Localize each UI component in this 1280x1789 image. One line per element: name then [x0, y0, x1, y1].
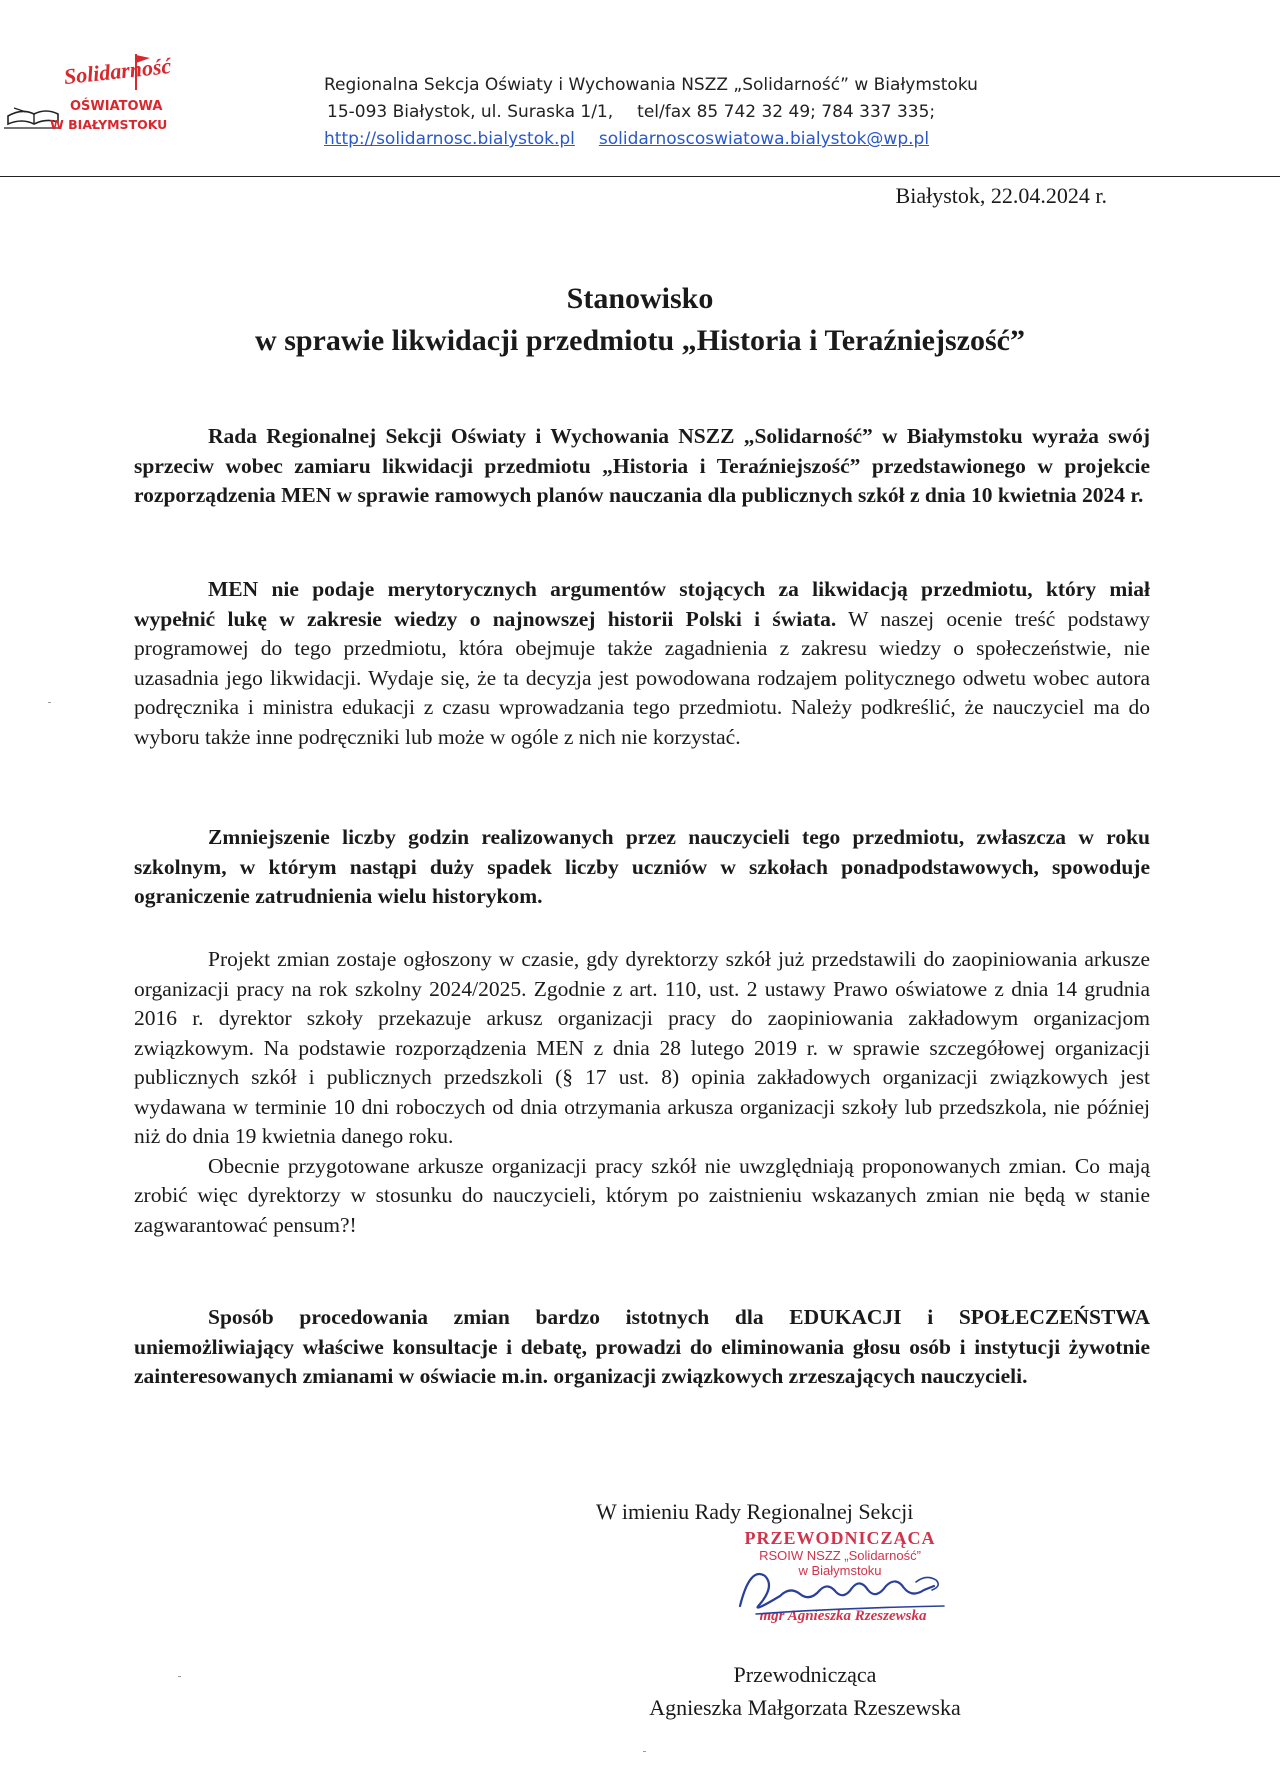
email-link[interactable]: solidarnoscoswiatowa.bialystok@wp.pl: [598, 129, 930, 149]
place-date: Białystok, 22.04.2024 r.: [895, 183, 1107, 208]
title-line1: Stanowisko: [566, 282, 714, 315]
header-divider: [0, 176, 1280, 177]
signatory-name: Agnieszka Małgorzata Rzeszewska: [649, 1695, 961, 1720]
logo-brand: Solidarność: [62, 53, 173, 90]
links-line: [324, 126, 1084, 153]
book-flag-logo-icon: [4, 50, 174, 140]
paragraph-4b: Obecnie przygotowane arkusze organizacji pracy szkół nie uwzględniają proponowanych zmian. Co mają zrobić więc dyrektorzy w stosunku do nauczycieli, którym po zaistnieniu wskazanych zmian nie będą w stanie zagwarantować pensum?!: [134, 1153, 1150, 1237]
paragraph-1: Rada Regionalnej Sekcji Oświaty i Wychowania NSZZ „Solidarność” w Białymstoku wyraża swój sprzeciw wobec zamiaru likwidacji przedmiotu „Historia i Teraźniejszość” przedstawionego w projekcie rozporządzenia MEN w sprawie ramowych planów nauczania dla publicznych szkół z dnia 10 kwietnia 2024 r.: [134, 424, 1150, 507]
paragraph-2-rest: W naszej ocenie treść podstawy programowej do tego przedmiotu, która obejmuje także zagadnienia z zakresu wiedzy o społeczeństwie, nie uzasadnia jego likwidacji. Wydaje się, że ta decyzja jest powodowana rodzajem politycznego odwetu wobec autora podręcznika i ministra edukacji z czasu wprowadzania tego przedmiotu. Należy podkreślić, że nauczyciel ma do wyboru także inne podręczniki lub może w ogóle z nich nie korzystać.: [134, 606, 1150, 749]
paragraph-2: [134, 575, 1150, 752]
on-behalf: W imieniu Rady Regionalnej Sekcji: [596, 1499, 914, 1524]
paragraph-4a: Projekt zmian zostaje ogłoszony w czasie, gdy dyrektorzy szkół już przedstawili do zaopiniowania arkusze organizacji pracy na rok szkolny 2024/2025. Zgodnie z art. 110, ust. 2 ustawy Prawo oświatowe z dnia 14 grudnia 2016 r. dyrektor szkoły przekazuje arkusz organizacji pracy do zaopiniowania zakładowym organizacjom związkowym. Na podstawie rozporządzenia MEN z dnia 28 lutego 2019 r. w sprawie szczegółowej organizacji publicznych szkół i publicznych przedszkoli (§ 17 ust. 8) opinia zakładowych organizacji związkowych jest wydawana w terminie 10 dni roboczych od dnia otrzymania arkusza organizacji szkoły lub przedszkola, nie później niż do dnia 19 kwietnia danego roku.: [134, 947, 1150, 1148]
paragraph-5: Sposób procedowania zmian bardzo istotnych dla EDUKACJI i SPOŁECZEŃSTWA uniemożliwiający właściwe konsultacje i debatę, prowadzi do eliminowania głosu osób i instytucji żywotnie zainteresowanych zmianami w oświacie m.in. organizacji związkowych zrzeszających nauczycieli.: [134, 1305, 1150, 1388]
stamp-line1: PRZEWODNICZĄCA: [744, 1528, 936, 1548]
org-name: Regionalna Sekcja Oświaty i Wychowania NSZZ „Solidarność” w Białymstoku: [324, 75, 978, 95]
phone: tel/fax 85 742 32 49; 784 337 335;: [637, 102, 936, 122]
address: 15-093 Białystok, ul. Suraska 1/1,: [327, 102, 614, 122]
signatory-role: Przewodnicząca: [733, 1662, 877, 1687]
website-link[interactable]: http://solidarnosc.bialystok.pl: [324, 129, 575, 149]
stamp-line4: mgr Agnieszka Rzeszewska: [759, 1608, 927, 1624]
paragraph-2-bold: MEN nie podaje merytorycznych argumentów stojących za likwidacją przedmiotu, który miał wypełnić lukę w zakresie wiedzy o najnowszej historii Polski i świata.: [134, 577, 1150, 631]
title-line2: w sprawie likwidacji przedmiotu „Historia i Teraźniejszość”: [255, 324, 1025, 357]
signatory: [590, 1658, 1020, 1724]
logo-line1: OŚWIATOWA: [70, 99, 163, 114]
letterhead: [324, 72, 1084, 153]
stamp-line3: w Białymstoku: [798, 1563, 882, 1578]
logo-line2: W BIAŁYMSTOKU: [50, 117, 168, 132]
handwritten-signature: [720, 1556, 960, 1626]
document-title: [0, 278, 1280, 362]
scan-speck: [178, 1676, 181, 1677]
scan-speck: [643, 1751, 646, 1752]
stamp-line2: RSOIW NSZZ „Solidarność”: [759, 1548, 921, 1563]
contact-line: [324, 99, 1084, 126]
scan-speck: [48, 702, 51, 703]
paragraph-3: Zmniejszenie liczby godzin realizowanych przez nauczycieli tego przedmiotu, zwłaszcza w roku szkolnym, w którym nastąpi duży spadek liczby uczniów w szkołach ponadpodstawowych, spowoduje ograniczenie zatrudnienia wielu historykom.: [134, 825, 1150, 908]
paragraph-4: [134, 945, 1150, 1240]
solidarnosc-logo: [4, 50, 174, 140]
